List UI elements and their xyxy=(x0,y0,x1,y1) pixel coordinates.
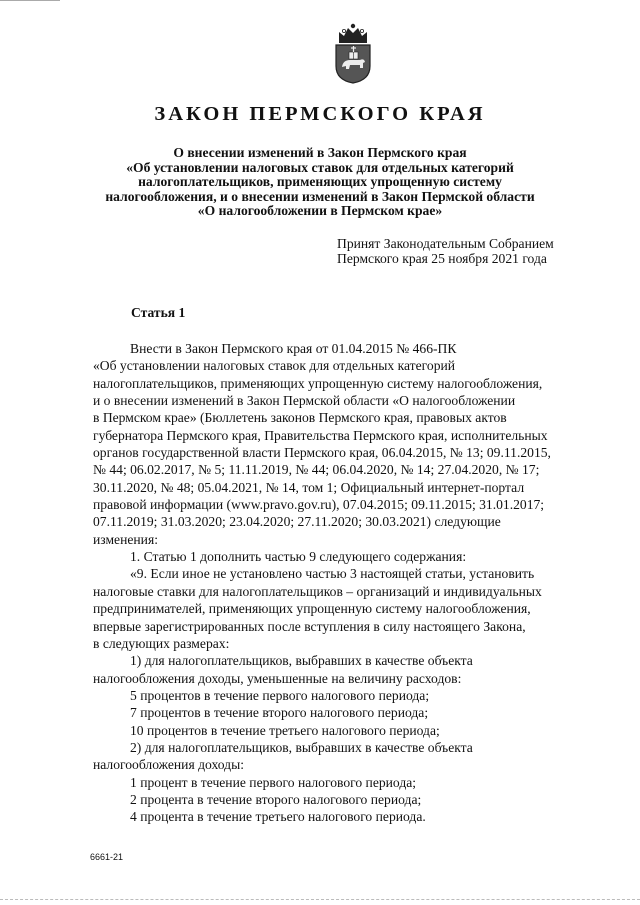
subtitle-line: «Об установлении налоговых ставок для отдельных категорий xyxy=(126,159,514,175)
scan-edge-line xyxy=(0,0,60,1)
law-title: ЗАКОН ПЕРМСКОГО КРАЯ xyxy=(154,103,486,125)
perm-krai-coat-of-arms-icon xyxy=(330,22,376,84)
subclause-line: налогообложения доходы: xyxy=(93,757,244,773)
rate-line: 4 процента в течение третьего налогового периода. xyxy=(130,809,426,825)
subclause-line: 2) для налогоплательщиков, выбравших в качестве объекта xyxy=(130,739,473,755)
body-line: губернатора Пермского края, Правительства Пермского края, исполнительных xyxy=(93,427,548,443)
body-line: и о внесении изменений в Закон Пермской области «О налогообложении xyxy=(93,393,516,409)
document-number: 6661-21 xyxy=(90,852,124,862)
body-line: правовой информации (www.pravo.gov.ru), 07.04.2015; 09.11.2015; 31.01.2017; xyxy=(93,497,545,513)
body-line: № 44; 06.02.2017, № 5; 11.11.2019, № 44; 06.04.2020, № 14; 27.04.2020, № 17; xyxy=(93,462,540,478)
body-line: «Об установлении налоговых ставок для отдельных категорий xyxy=(93,358,456,374)
law-subtitle xyxy=(80,146,560,219)
rate-line: 2 процента в течение второго налогового периода; xyxy=(130,791,422,807)
quote-line: предпринимателей, применяющих упрощенную систему налогообложения, xyxy=(93,601,531,617)
scan-edge-line xyxy=(0,899,640,900)
subclause-line: налогообложения доходы, уменьшенные на величину расходов: xyxy=(93,670,462,686)
rate-line: 10 процентов в течение третьего налогового периода; xyxy=(130,722,440,738)
subtitle-line: «О налогообложении в Пермском крае» xyxy=(197,203,443,218)
article-heading: Статья 1 xyxy=(131,305,186,320)
article-body xyxy=(93,340,613,826)
body-line: налогоплательщиков, применяющих упрощенную систему налогообложения, xyxy=(93,375,543,391)
subtitle-line: налогообложения, и о внесении изменений в Закон Пермской области xyxy=(105,188,535,204)
adoption-line: Принят Законодательным Собранием xyxy=(337,236,554,251)
subtitle-line: О внесении изменений в Закон Пермского края xyxy=(173,145,467,160)
body-line: органов государственной власти Пермского края, 06.04.2015, № 13; 09.11.2015, xyxy=(93,445,551,461)
body-line: Внести в Закон Пермского края от 01.04.2015 № 466-ПК xyxy=(130,341,457,356)
adoption-note xyxy=(337,236,554,266)
quote-line: «9. Если иное не установлено частью 3 настоящей статьи, установить xyxy=(130,566,535,582)
adoption-line: Пермского края 25 ноября 2021 года xyxy=(337,251,547,266)
amendment-item: 1. Статью 1 дополнить частью 9 следующего содержания: xyxy=(130,549,467,565)
subtitle-line: налогоплательщиков, применяющих упрощенную систему xyxy=(138,174,502,189)
body-line: в Пермском крае» (Бюллетень законов Пермского края, правовых актов xyxy=(93,410,507,426)
rate-line: 7 процентов в течение второго налогового периода; xyxy=(130,705,429,721)
body-line: изменения: xyxy=(93,531,158,547)
quote-line: впервые зарегистрированных после вступления в силу настоящего Закона, xyxy=(93,618,526,634)
rate-line: 5 процентов в течение первого налогового периода; xyxy=(130,687,430,703)
rate-line: 1 процент в течение первого налогового периода; xyxy=(130,774,417,790)
subclause-line: 1) для налогоплательщиков, выбравших в качестве объекта xyxy=(130,653,473,669)
body-line: 30.11.2020, № 48; 05.04.2021, № 14, том 1; Официальный интернет-портал xyxy=(93,479,525,495)
quote-line: налоговые ставки для налогоплательщиков – организаций и индивидуальных xyxy=(93,583,542,599)
body-line: 07.11.2019; 31.03.2020; 23.04.2020; 27.11.2020; 30.03.2021) следующие xyxy=(93,514,501,530)
quote-line: в следующих размерах: xyxy=(93,635,230,651)
